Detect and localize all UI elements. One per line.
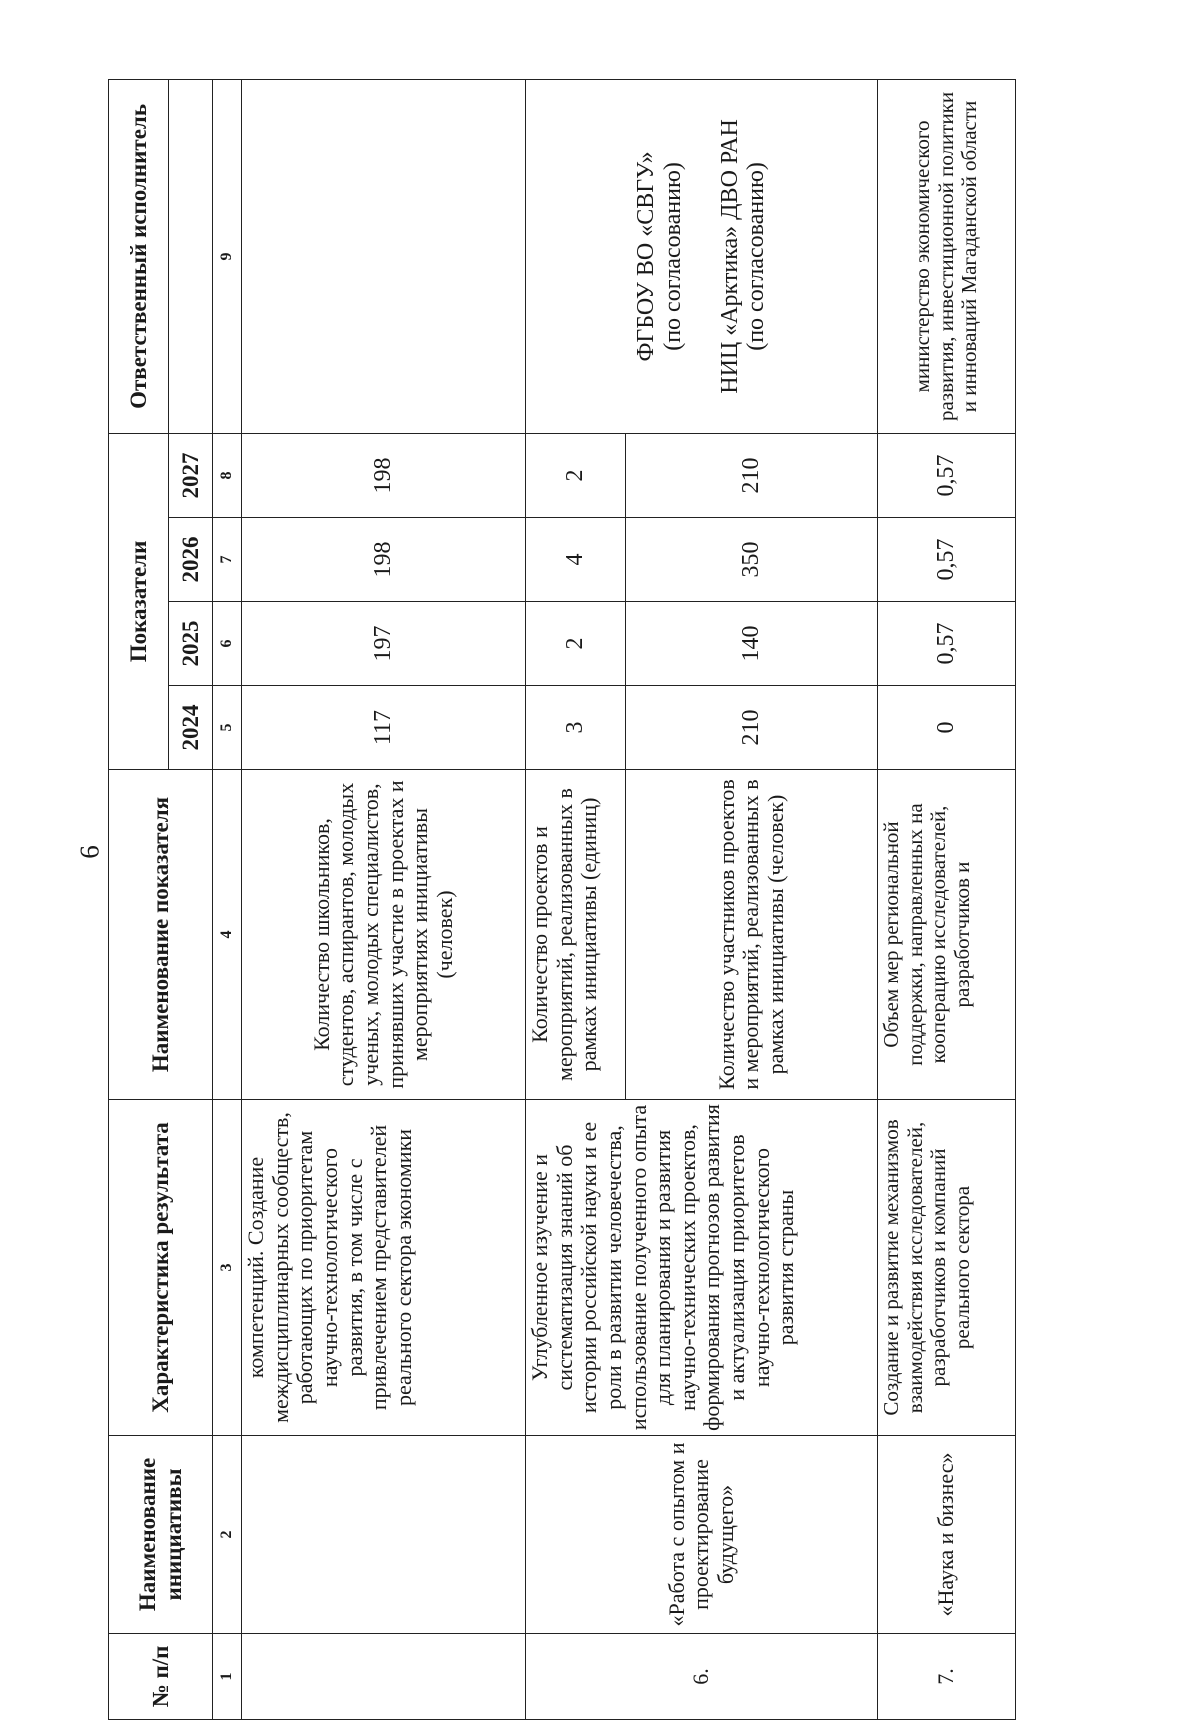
header-year-2027: 2027: [169, 433, 213, 517]
document-table-sheet: [108, 80, 1076, 1720]
column-number: 2: [213, 1436, 242, 1634]
column-number: 9: [213, 79, 242, 433]
column-numbers-row: [213, 79, 242, 1719]
row7-characteristic: Создание и развитие механизмов взаимодействия исследователей, разработчиков и компаний реального сектора: [878, 1100, 1016, 1436]
row6-initiative: «Работа с опытом и проектирование будущего»: [526, 1436, 878, 1634]
column-number: 7: [213, 518, 242, 602]
header-indicators-group: Показатели: [109, 433, 169, 769]
row6-ind2-2027: 210: [626, 433, 878, 517]
row6-indicator-2: Количество участников проектов и мероприятий, реализованных в рамках инициативы (человек): [626, 770, 878, 1100]
cont-value-2025: 197: [242, 602, 526, 686]
page-number: 6: [74, 845, 105, 859]
column-number: 4: [213, 770, 242, 1100]
cont-initiative-cell: [242, 1436, 526, 1634]
row6-ind1-2025: 2: [526, 602, 626, 686]
header-characteristic: Характеристика результата: [109, 1100, 213, 1436]
table-row-6-a: [526, 79, 626, 1719]
header-initiative: Наименование инициативы: [109, 1436, 213, 1634]
row6-ind2-2025: 140: [626, 602, 878, 686]
row7-indicator: Объем мер региональной поддержки, направленных на кооперацию исследователей, разработчиков и: [878, 770, 1016, 1100]
column-number: 6: [213, 602, 242, 686]
row6-num: 6.: [526, 1634, 878, 1720]
row6-ind1-2024: 3: [526, 686, 626, 770]
header-responsible: Ответственный исполнитель: [109, 79, 169, 433]
row6-responsible-1: ФГБОУ ВО «СВГУ»: [632, 151, 659, 362]
header-year-2024: 2024: [169, 686, 213, 770]
header-num: № п/п: [109, 1634, 213, 1720]
header-responsible-spacer: [169, 79, 213, 433]
column-number: 5: [213, 686, 242, 770]
row6-responsible-2-note: (по согласованию): [743, 162, 770, 351]
header-year-2026: 2026: [169, 518, 213, 602]
row6-ind2-2026: 350: [626, 518, 878, 602]
table-row-7: [878, 79, 1016, 1719]
cont-value-2027: 198: [242, 433, 526, 517]
table-row-continuation: [242, 79, 526, 1719]
header-year-2025: 2025: [169, 602, 213, 686]
cont-indicator: Количество школьников, студентов, аспирантов, молодых ученых, молодых специалистов, принявших участие в проектах и мероприятиях инициативы (человек): [242, 770, 526, 1100]
row7-value-2024: 0: [878, 686, 1016, 770]
cont-characteristic: компетенций. Создание междисциплинарных сообществ, работающих по приоритетам научно-технологического развития, в том числе с привлечением представителей реального сектора экономики: [242, 1100, 526, 1436]
row7-value-2027: 0,57: [878, 433, 1016, 517]
cont-value-2026: 198: [242, 518, 526, 602]
row7-num: 7.: [878, 1634, 1016, 1720]
cont-value-2024: 117: [242, 686, 526, 770]
row6-indicator-1: Количество проектов и мероприятий, реализованных в рамках инициативы (единиц): [526, 770, 626, 1100]
column-number: 3: [213, 1100, 242, 1436]
row6-responsible-2: НИЦ «Арктика» ДВО РАН: [716, 119, 743, 394]
row6-ind1-2026: 4: [526, 518, 626, 602]
row6-characteristic: Углубленное изучение и систематизация знаний об истории российской науки и ее роли в развитии человечества, использование полученного опыта для планирования и развития научно-технических проектов, формирования прогнозов развития и актуализация приоритетов научно-технологического развития страны: [526, 1100, 878, 1436]
row7-initiative: «Наука и бизнес»: [878, 1436, 1016, 1634]
column-number: 1: [213, 1634, 242, 1720]
header-indicator: Наименование показателя: [109, 770, 213, 1100]
cont-responsible-cell: [242, 79, 526, 433]
row6-ind1-2027: 2: [526, 433, 626, 517]
row7-value-2026: 0,57: [878, 518, 1016, 602]
row7-responsible: министерство экономического развития, инвестиционной политики и инноваций Магаданской области: [878, 79, 1016, 433]
row6-responsible-1-note: (по согласованию): [659, 162, 686, 351]
row7-value-2025: 0,57: [878, 602, 1016, 686]
cont-num-cell: [242, 1634, 526, 1720]
column-number: 8: [213, 433, 242, 517]
indicators-table: [108, 79, 1016, 1720]
row6-ind2-2024: 210: [626, 686, 878, 770]
row6-responsible: [526, 79, 878, 433]
